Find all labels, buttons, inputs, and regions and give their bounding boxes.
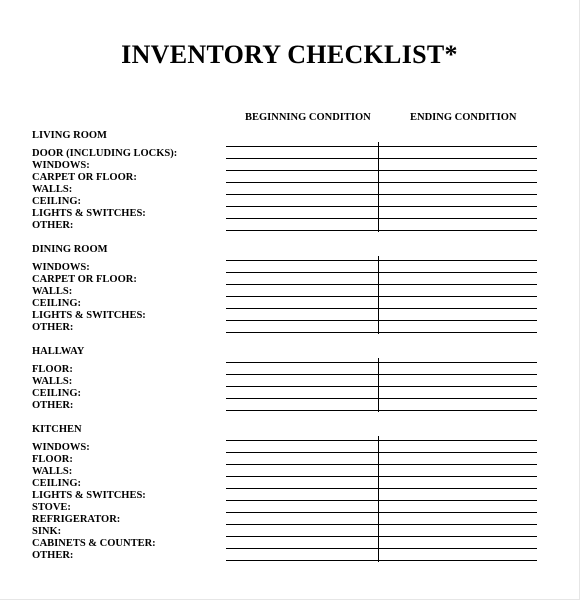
answer-line[interactable] bbox=[226, 308, 537, 309]
answer-line[interactable] bbox=[226, 452, 537, 453]
answer-line[interactable] bbox=[226, 500, 537, 501]
row-label: CARPET OR FLOOR: bbox=[32, 274, 137, 285]
answer-line-top bbox=[226, 362, 537, 363]
answer-line[interactable] bbox=[226, 218, 537, 219]
answer-line[interactable] bbox=[226, 332, 537, 333]
section-title-hallway: HALLWAY bbox=[32, 346, 85, 357]
answer-line-top bbox=[226, 146, 537, 147]
row-label: CEILING: bbox=[32, 196, 82, 207]
answer-line[interactable] bbox=[226, 296, 537, 297]
row-label: STOVE: bbox=[32, 502, 71, 513]
column-separator bbox=[378, 256, 379, 334]
row-label: CEILING: bbox=[32, 388, 82, 399]
row-label: FLOOR: bbox=[32, 364, 73, 375]
row-label: WALLS: bbox=[32, 184, 73, 195]
answer-line[interactable] bbox=[226, 374, 537, 375]
column-separator bbox=[378, 436, 379, 562]
answer-line[interactable] bbox=[226, 206, 537, 207]
answer-line[interactable] bbox=[226, 560, 537, 561]
row-label: SINK: bbox=[32, 526, 62, 537]
section-title-living-room: LIVING ROOM bbox=[32, 130, 107, 141]
answer-line[interactable] bbox=[226, 272, 537, 273]
answer-line[interactable] bbox=[226, 182, 537, 183]
column-header-beginning: BEGINNING CONDITION bbox=[245, 112, 371, 123]
row-label: OTHER: bbox=[32, 322, 74, 333]
answer-line-top bbox=[226, 440, 537, 441]
answer-line[interactable] bbox=[226, 158, 537, 159]
row-label: WINDOWS: bbox=[32, 442, 90, 453]
row-label: WINDOWS: bbox=[32, 160, 90, 171]
row-label: CARPET OR FLOOR: bbox=[32, 172, 137, 183]
row-label: OTHER: bbox=[32, 400, 74, 411]
answer-line[interactable] bbox=[226, 410, 537, 411]
row-label: CEILING: bbox=[32, 478, 82, 489]
column-header-ending: ENDING CONDITION bbox=[410, 112, 517, 123]
row-label: REFRIGERATOR: bbox=[32, 514, 121, 525]
row-label: LIGHTS & SWITCHES: bbox=[32, 310, 146, 321]
answer-line[interactable] bbox=[226, 476, 537, 477]
row-label: CABINETS & COUNTER: bbox=[32, 538, 156, 549]
page-title: INVENTORY CHECKLIST* bbox=[121, 40, 458, 69]
answer-line[interactable] bbox=[226, 548, 537, 549]
answer-line[interactable] bbox=[226, 464, 537, 465]
answer-line[interactable] bbox=[226, 194, 537, 195]
answer-line[interactable] bbox=[226, 524, 537, 525]
answer-line[interactable] bbox=[226, 488, 537, 489]
answer-line[interactable] bbox=[226, 170, 537, 171]
row-label: FLOOR: bbox=[32, 454, 73, 465]
section-title-kitchen: KITCHEN bbox=[32, 424, 82, 435]
row-label: WALLS: bbox=[32, 286, 73, 297]
answer-line[interactable] bbox=[226, 512, 537, 513]
row-label: LIGHTS & SWITCHES: bbox=[32, 490, 146, 501]
section-title-dining-room: DINING ROOM bbox=[32, 244, 108, 255]
row-label: LIGHTS & SWITCHES: bbox=[32, 208, 146, 219]
answer-line[interactable] bbox=[226, 284, 537, 285]
row-label: WALLS: bbox=[32, 376, 73, 387]
row-label: CEILING: bbox=[32, 298, 82, 309]
answer-line[interactable] bbox=[226, 386, 537, 387]
row-label: OTHER: bbox=[32, 220, 74, 231]
answer-line[interactable] bbox=[226, 230, 537, 231]
column-separator bbox=[378, 358, 379, 412]
column-separator bbox=[378, 142, 379, 232]
row-label: WINDOWS: bbox=[32, 262, 90, 273]
answer-line[interactable] bbox=[226, 536, 537, 537]
answer-line-top bbox=[226, 260, 537, 261]
answer-line[interactable] bbox=[226, 398, 537, 399]
row-label: WALLS: bbox=[32, 466, 73, 477]
answer-line[interactable] bbox=[226, 320, 537, 321]
row-label: OTHER: bbox=[32, 550, 74, 561]
row-label: DOOR (INCLUDING LOCKS): bbox=[32, 148, 178, 159]
